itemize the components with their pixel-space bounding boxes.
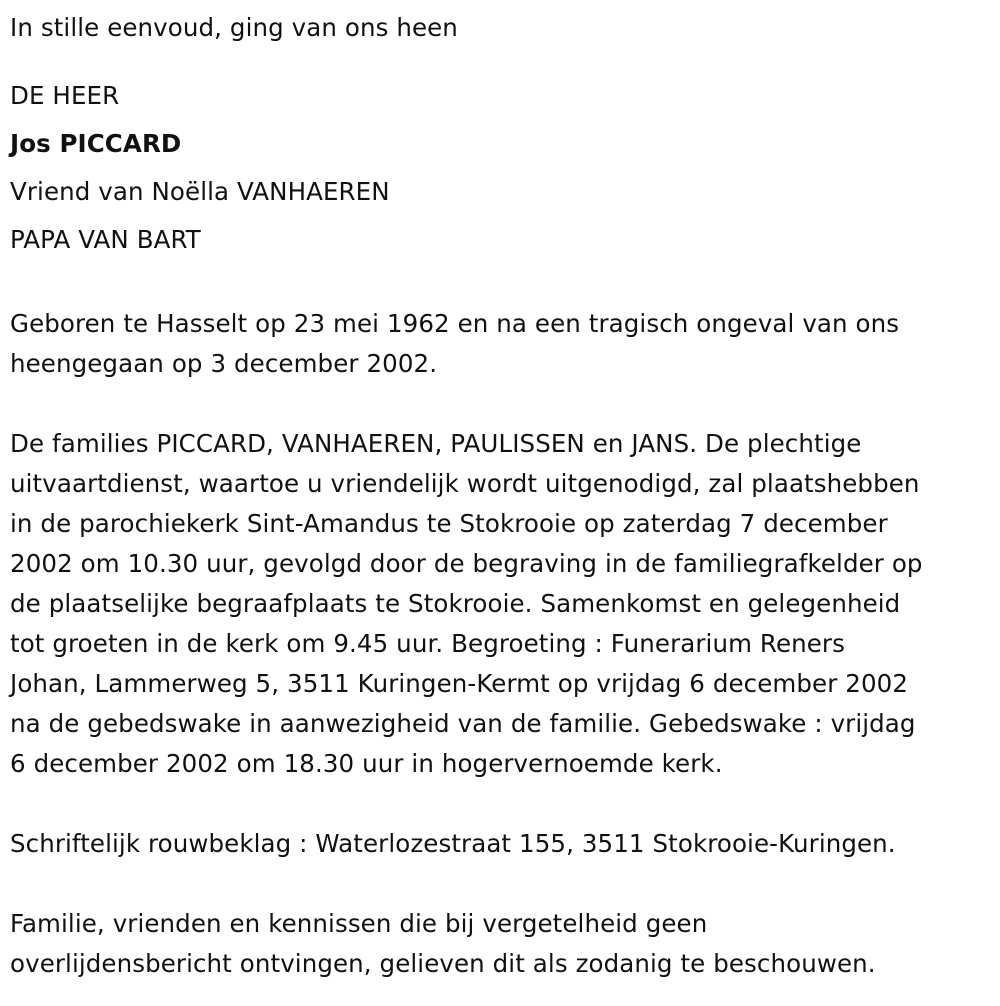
birth-death-paragraph xyxy=(10,304,995,384)
spacer xyxy=(10,784,995,824)
condolence-line: Schriftelijk rouwbeklag : Waterlozestraat 155, 3511 Stokrooie-Kuringen. xyxy=(10,829,896,858)
funeral-paragraph xyxy=(10,424,995,784)
relation-partner: Vriend van Noëlla VANHAEREN xyxy=(10,177,390,206)
funeral-line: De families PICCARD, VANHAEREN, PAULISSEN en JANS. De plechtige xyxy=(10,429,862,458)
closing-paragraph xyxy=(10,904,995,984)
honorific: DE HEER xyxy=(10,81,120,110)
birth-death-line-2: heengegaan op 3 december 2002. xyxy=(10,349,438,378)
funeral-line: de plaatselijke begraafplaats te Stokrooie. Samenkomst en gelegenheid xyxy=(10,589,901,618)
funeral-line: 2002 om 10.30 uur, gevolgd door de begraving in de familiegrafkelder op xyxy=(10,549,923,578)
closing-line-1: Familie, vrienden en kennissen die bij vergetelheid geen xyxy=(10,909,708,938)
spacer xyxy=(10,48,995,72)
deceased-block xyxy=(10,72,995,264)
funeral-line: 6 december 2002 om 18.30 uur in hogervernoemde kerk. xyxy=(10,749,723,778)
intro-text xyxy=(10,8,995,48)
spacer xyxy=(10,264,995,304)
birth-death-line-1: Geboren te Hasselt op 23 mei 1962 en na een tragisch ongeval van ons xyxy=(10,309,900,338)
obituary-document xyxy=(10,8,995,984)
funeral-line: na de gebedswake in aanwezigheid van de familie. Gebedswake : vrijdag xyxy=(10,709,916,738)
funeral-line: uitvaartdienst, waartoe u vriendelijk wordt uitgenodigd, zal plaatshebben xyxy=(10,469,920,498)
relation-child: PAPA VAN BART xyxy=(10,225,201,254)
spacer xyxy=(10,864,995,904)
funeral-line: in de parochiekerk Sint-Amandus te Stokrooie op zaterdag 7 december xyxy=(10,509,888,538)
spacer xyxy=(10,384,995,424)
intro-line: In stille eenvoud, ging van ons heen xyxy=(10,13,458,42)
condolence-paragraph xyxy=(10,824,995,864)
funeral-line: Johan, Lammerweg 5, 3511 Kuringen-Kermt op vrijdag 6 december 2002 xyxy=(10,669,909,698)
deceased-name: Jos PICCARD xyxy=(10,129,182,158)
funeral-line: tot groeten in de kerk om 9.45 uur. Begroeting : Funerarium Reners xyxy=(10,629,845,658)
closing-line-2: overlijdensbericht ontvingen, gelieven dit als zodanig te beschouwen. xyxy=(10,949,876,978)
